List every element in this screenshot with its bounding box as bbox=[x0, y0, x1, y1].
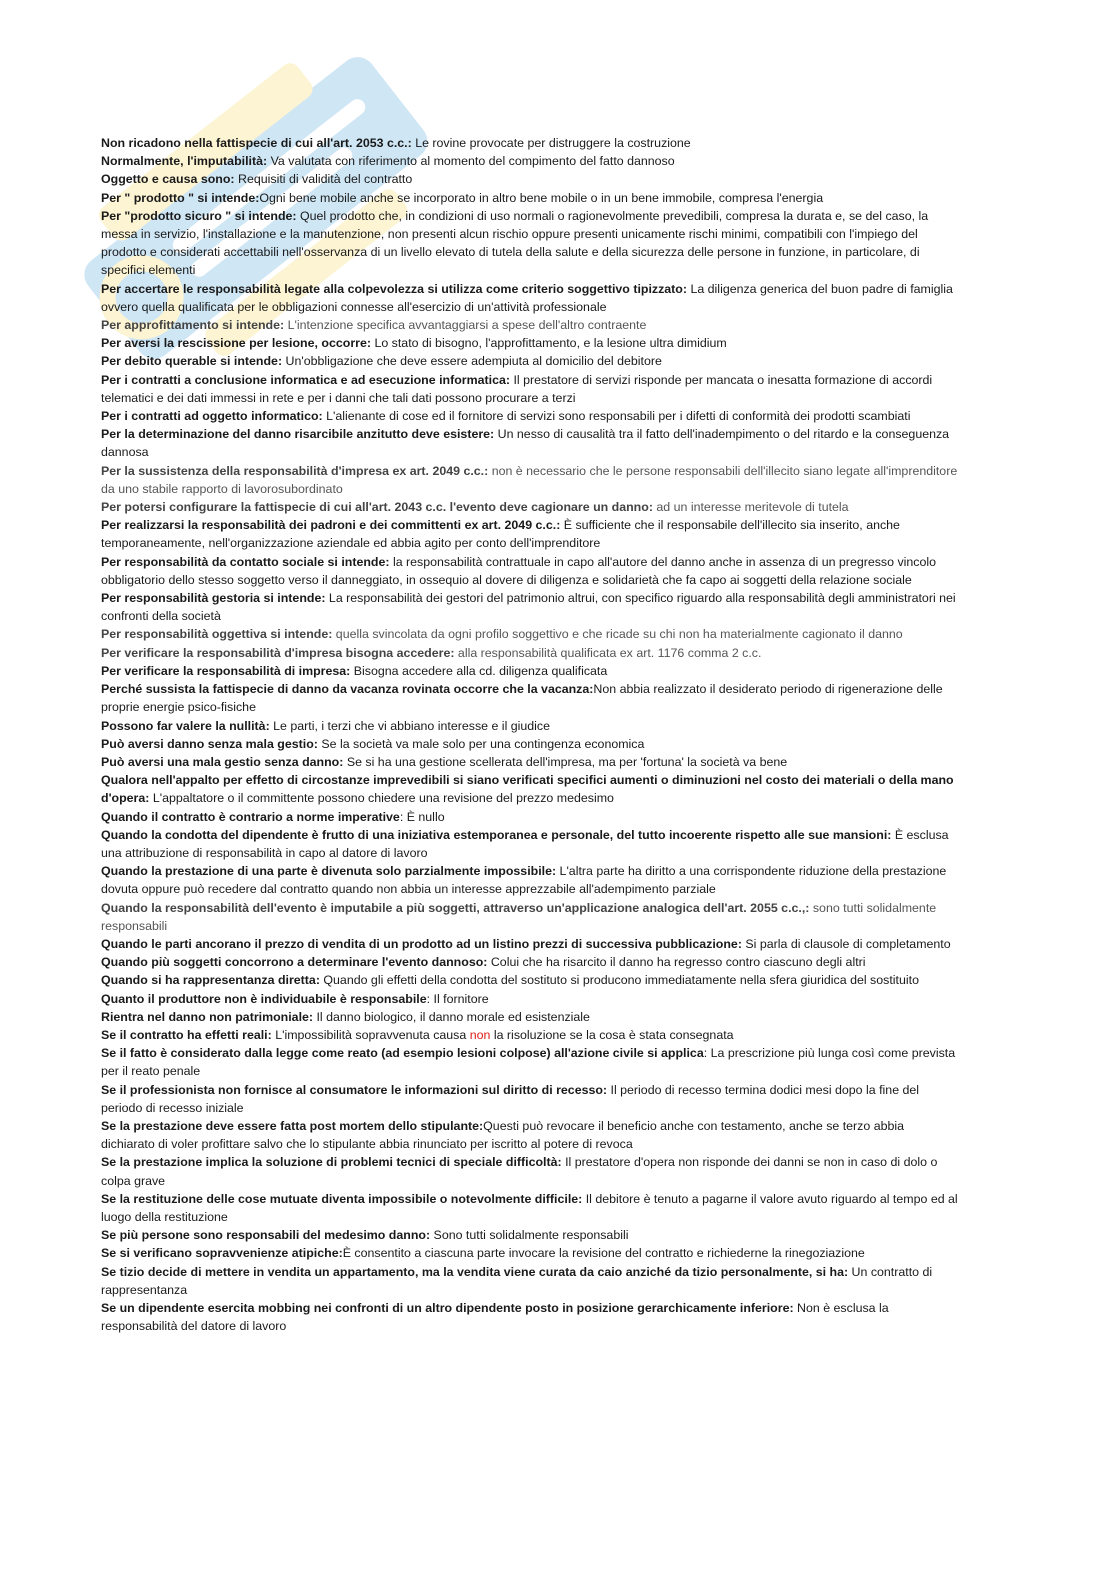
entry-answer: Questi può revocare il beneficio anche con testamento, anche se terzo abbia dichiarato di voler profittare salvo che lo stipulante abbia rinunciato per iscritto al potere di revoca bbox=[101, 1118, 905, 1152]
qa-entry bbox=[101, 1244, 961, 1262]
qa-entry bbox=[101, 1008, 961, 1026]
entry-answer: Bisogna accedere alla cd. diligenza qualificata bbox=[350, 663, 608, 678]
qa-entry bbox=[101, 662, 961, 680]
entry-question: Per "prodotto sicuro " si intende: bbox=[101, 208, 297, 223]
entry-question: Se il professionista non fornisce al consumatore le informazioni sul diritto di recesso: bbox=[101, 1082, 608, 1097]
entry-answer: Si parla di clausole di completamento bbox=[741, 936, 951, 951]
qa-entry bbox=[101, 425, 961, 461]
qa-entry bbox=[101, 170, 961, 188]
entry-question: Per debito querable si intende: bbox=[101, 354, 283, 369]
entry-question: Se si verificano sopravvenienze atipiche: bbox=[101, 1246, 343, 1261]
entry-question: Se la prestazione deve essere fatta post mortem dello stipulante: bbox=[101, 1118, 484, 1133]
entry-answer: Il debitore è tenuto a pagarne il valore avuto riguardo al tempo ed al luogo della restituzione bbox=[101, 1191, 958, 1224]
qa-entry bbox=[101, 735, 961, 753]
entry-question: Quando la condotta del dipendente è frutto di una iniziativa estemporanea e personale, del tutto incoerente rispetto alle sue mansioni: bbox=[101, 827, 892, 842]
entry-answer: ad un interesse meritevole di tutela bbox=[652, 500, 849, 515]
entry-question: Se la prestazione implica la soluzione di problemi tecnici di speciale difficoltà: bbox=[101, 1155, 562, 1170]
entry-question: Quando la prestazione di una parte è divenuta solo parzialmente impossibile: bbox=[101, 864, 557, 879]
entry-answer: Colui che ha risarcito il danno ha regresso contro ciascuno degli altri bbox=[487, 955, 866, 970]
qa-entry bbox=[101, 1153, 961, 1189]
qa-entry bbox=[101, 680, 961, 716]
qa-entry bbox=[101, 1226, 961, 1244]
highlighted-word: non bbox=[469, 1027, 491, 1042]
entry-answer: Non è esclusa la responsabilità del datore di lavoro bbox=[101, 1301, 889, 1334]
entry-answer: Un'obbligazione che deve essere adempiuta al domicilio del debitore bbox=[282, 354, 662, 369]
entry-answer: La responsabilità dei gestori del patrimonio altrui, con specifico riguardo alla responsabilità degli amministratori nei confronti della società bbox=[101, 591, 956, 624]
entry-answer: Non abbia realizzato il desiderato periodo di rigenerazione delle proprie energie psico-fisiche bbox=[101, 682, 943, 715]
entry-question: Per responsabilità gestoria si intende: bbox=[101, 591, 326, 606]
entry-question: Normalmente, l'imputabilità: bbox=[101, 154, 268, 169]
entry-answer: Il periodo di recesso termina dodici mesi dopo la fine del periodo di recesso iniziale bbox=[101, 1082, 920, 1115]
entry-question: Rientra nel danno non patrimoniale: bbox=[101, 1009, 314, 1024]
entry-answer: Il danno biologico, il danno morale ed esistenziale bbox=[313, 1009, 590, 1024]
entry-answer: L'altra parte ha diritto a una corrispondente riduzione della prestazione dovuta oppure può recedere dal contratto quando non abbia un interesse apprezzabile all'adempimento parziale bbox=[101, 864, 947, 897]
qa-entry bbox=[101, 1299, 961, 1335]
qa-entry bbox=[101, 352, 961, 370]
qa-entry bbox=[101, 899, 961, 935]
qa-entry bbox=[101, 753, 961, 771]
entry-answer-tail: la risoluzione se la cosa è stata consegnata bbox=[490, 1027, 734, 1042]
entry-answer: quella svincolata da ogni profilo soggettivo e che ricade su chi non ha materialmente cagionato il danno bbox=[332, 627, 903, 642]
qa-entry bbox=[101, 1081, 961, 1117]
qa-entry bbox=[101, 589, 961, 625]
qa-entry bbox=[101, 371, 961, 407]
qa-entry bbox=[101, 862, 961, 898]
entry-question: Per potersi configurare la fattispecie di cui all'art. 2043 c.c. l'evento deve cagionare un danno: bbox=[101, 500, 653, 515]
entry-question: Se la restituzione delle cose mutuate diventa impossibile o notevolmente difficile: bbox=[101, 1191, 583, 1206]
qa-entry bbox=[101, 826, 961, 862]
qa-entry bbox=[101, 808, 961, 826]
entry-answer: L'impossibilità sopravvenuta causa bbox=[271, 1027, 470, 1042]
entry-answer: Se si ha una gestione scellerata dell'impresa, ma per 'fortuna' la società va bene bbox=[343, 754, 788, 769]
entry-answer: Un nesso di causalità tra il fatto dell'inadempimento o del ritardo e la conseguenza dannosa bbox=[101, 427, 950, 460]
entry-answer: Le rovine provocate per distruggere la costruzione bbox=[411, 136, 691, 150]
entry-question: Per responsabilità oggettiva si intende: bbox=[101, 627, 333, 642]
entry-answer: sono tutti solidalmente responsabili bbox=[101, 900, 937, 933]
document-body bbox=[101, 134, 961, 1335]
entry-question: Oggetto e causa sono: bbox=[101, 172, 235, 187]
entry-question: Per realizzarsi la responsabilità dei padroni e dei committenti ex art. 2049 c.c.: bbox=[101, 518, 561, 533]
entry-answer: Se la società va male solo per una contingenza economica bbox=[317, 736, 645, 751]
entry-answer: Il prestatore di servizi risponde per mancata o inesatta formazione di accordi telematici e dei dati immessi in rete e per i danni che tali dati possono procurare a terzi bbox=[101, 372, 933, 405]
entry-question: Per aversi la rescissione per lesione, occorre: bbox=[101, 336, 371, 351]
qa-entry bbox=[101, 316, 961, 334]
entry-answer: : È nullo bbox=[399, 809, 445, 824]
qa-entry bbox=[101, 152, 961, 170]
qa-entry bbox=[101, 625, 961, 643]
qa-entry bbox=[101, 717, 961, 735]
entry-question: Se più persone sono responsabili del medesimo danno: bbox=[101, 1228, 431, 1243]
qa-entry bbox=[101, 1044, 961, 1080]
entry-answer: L'alienante di cose ed il fornitore di servizi sono responsabili per i difetti di conformità dei prodotti scambiati bbox=[322, 409, 911, 424]
qa-entry bbox=[101, 1263, 961, 1299]
entry-answer: Quando gli effetti della condotta del sostituto si producono immediatamente nella sfera giuridica del sostituito bbox=[319, 973, 919, 988]
qa-entry bbox=[101, 462, 961, 498]
entry-question: Per verificare la responsabilità di impresa: bbox=[101, 663, 351, 678]
entry-question: Quando più soggetti concorrono a determinare l'evento dannoso: bbox=[101, 955, 488, 970]
qa-entry bbox=[101, 990, 961, 1008]
qa-entry bbox=[101, 553, 961, 589]
qa-entry bbox=[101, 1117, 961, 1153]
qa-entry bbox=[101, 1026, 961, 1044]
entry-question: Se tizio decide di mettere in vendita un appartamento, ma la vendita viene curata da caio anziché da tizio personalmente, si ha: bbox=[101, 1264, 849, 1279]
entry-question: Per la determinazione del danno risarcibile anzitutto deve esistere: bbox=[101, 427, 495, 442]
entry-question: Quando la responsabilità dell'evento è imputabile a più soggetti, attraverso un'applicazione analogica dell'art. 2055 c.c.,: bbox=[101, 900, 810, 915]
entry-question: Per responsabilità da contatto sociale si intende: bbox=[101, 554, 390, 569]
entry-question: Quando si ha rappresentanza diretta: bbox=[101, 973, 320, 988]
qa-entry bbox=[101, 771, 961, 807]
entry-question: Perché sussista la fattispecie di danno da vacanza rovinata occorre che la vacanza: bbox=[101, 682, 594, 697]
qa-entry bbox=[101, 935, 961, 953]
qa-entry bbox=[101, 644, 961, 662]
entry-answer: Le parti, i terzi che vi abbiano interesse e il giudice bbox=[269, 718, 551, 733]
entry-question: Per accertare le responsabilità legate alla colpevolezza si utilizza come criterio soggettivo tipizzato: bbox=[101, 281, 687, 296]
entry-answer: L'appaltatore o il committente possono chiedere una revisione del prezzo medesimo bbox=[149, 791, 614, 806]
qa-entry bbox=[101, 207, 961, 280]
entry-answer: non è necessario che le persone responsabili dell'illecito siano legate all'imprenditore da uno stabile rapporto di lavorosubordinato bbox=[101, 463, 958, 496]
entry-answer: la responsabilità contrattuale in capo all'autore del danno anche in assenza di un pregresso vincolo obbligatorio dello stesso soggetto verso il danneggiato, in ossequio al dovere di diligenza e solidarietà che fa capo ai soggetti della relazione sociale bbox=[101, 554, 937, 587]
entry-question: Può aversi una mala gestio senza danno: bbox=[101, 754, 344, 769]
entry-answer: : Il fornitore bbox=[426, 991, 489, 1006]
entry-answer: Requisiti di validità del contratto bbox=[234, 172, 413, 187]
entry-question: Per approfittamento si intende: bbox=[101, 318, 285, 333]
entry-answer: L'intenzione specifica avvantaggiarsi a spese dell'altro contraente bbox=[284, 318, 647, 333]
entry-answer: La diligenza generica del buon padre di famiglia ovvero quella qualificata per le obbligazioni connesse all'esercizio di un'attività professionale bbox=[101, 281, 953, 314]
entry-answer: : La prescrizione più lunga così come prevista per il reato penale bbox=[101, 1046, 956, 1079]
entry-question: Se il fatto è considerato dalla legge come reato (ad esempio lesioni colpose) all'azione civile si applica bbox=[101, 1046, 704, 1061]
entry-question: Possono far valere la nullità: bbox=[101, 718, 270, 733]
entry-question: Per verificare la responsabilità d'impresa bisogna accedere: bbox=[101, 645, 455, 660]
entry-answer: Ogni bene mobile anche se incorporato in altro bene mobile o in un bene immobile, compresa l'energia bbox=[259, 190, 824, 205]
entry-question: Quando il contratto è contrario a norme imperative bbox=[101, 809, 400, 824]
entry-answer: Lo stato di bisogno, l'approfittamento, e la lesione ultra dimidium bbox=[371, 336, 727, 351]
entry-question: Quando le parti ancorano il prezzo di vendita di un prodotto ad un listino prezzi di successiva pubblicazione: bbox=[101, 936, 742, 951]
entry-question: Può aversi danno senza mala gestio: bbox=[101, 736, 318, 751]
qa-entry bbox=[101, 953, 961, 971]
entry-answer: È sufficiente che il responsabile dell'illecito sia inserito, anche temporaneamente, nell'organizzazione aziendale ed abbia agito per conto dell'imprenditore bbox=[101, 518, 900, 551]
qa-entry bbox=[101, 189, 961, 207]
entry-question: Per " prodotto " si intende: bbox=[101, 190, 260, 205]
entry-answer: alla responsabilità qualificata ex art. 1176 comma 2 c.c. bbox=[454, 645, 762, 660]
entry-answer: È esclusa una attribuzione di responsabilità in capo al datore di lavoro bbox=[101, 827, 949, 860]
entry-question: Quanto il produttore non è individuabile è responsabile bbox=[101, 991, 427, 1006]
entry-question: Se un dipendente esercita mobbing nei confronti di un altro dipendente posto in posizione gerarchicamente inferiore: bbox=[101, 1301, 794, 1315]
entry-answer: Un contratto di rappresentanza bbox=[101, 1264, 933, 1297]
entry-question: Per i contratti a conclusione informatica e ad esecuzione informatica: bbox=[101, 372, 510, 387]
entry-answer: Va valutata con riferimento al momento del compimento del fatto dannoso bbox=[267, 154, 675, 169]
qa-entry bbox=[101, 334, 961, 352]
qa-entry bbox=[101, 280, 961, 316]
entry-question: Qualora nell'appalto per effetto di circostanze imprevedibili si siano verificati specifici aumenti o diminuzioni nel costo dei materiali o della mano d'opera: bbox=[101, 773, 954, 806]
entry-question: Per i contratti ad oggetto informatico: bbox=[101, 409, 323, 424]
qa-entry bbox=[101, 516, 961, 552]
entry-question: Per la sussistenza della responsabilità d'impresa ex art. 2049 c.c.: bbox=[101, 463, 489, 478]
entry-question: Se il contratto ha effetti reali: bbox=[101, 1027, 272, 1042]
qa-entry bbox=[101, 1190, 961, 1226]
entry-answer: È consentito a ciascuna parte invocare la revisione del contratto e richiederne la rinegoziazione bbox=[342, 1246, 865, 1261]
entry-question: Non ricadono nella fattispecie di cui all'art. 2053 c.c.: bbox=[101, 136, 412, 150]
entry-answer: Sono tutti solidalmente responsabili bbox=[430, 1228, 629, 1243]
entry-answer: Quel prodotto che, in condizioni di uso normali o ragionevolmente prevedibili, compresa la durata e, se del caso, la messa in servizio, l'installazione e la manutenzione, non presenti alcun rischio oppure presenti unicamente rischi minimi, compatibili con l'impiego del prodotto e considerati accettabili nell'osservanza di un livello elevato di tutela della salute e della sicurezza delle persone in funzione, in particolare, di specifici elementi bbox=[101, 208, 929, 278]
qa-entry bbox=[101, 498, 961, 516]
qa-entry bbox=[101, 134, 961, 152]
qa-entry bbox=[101, 407, 961, 425]
qa-entry bbox=[101, 971, 961, 989]
entry-answer: Il prestatore d'opera non risponde dei danni se non in caso di dolo o colpa grave bbox=[101, 1155, 938, 1188]
